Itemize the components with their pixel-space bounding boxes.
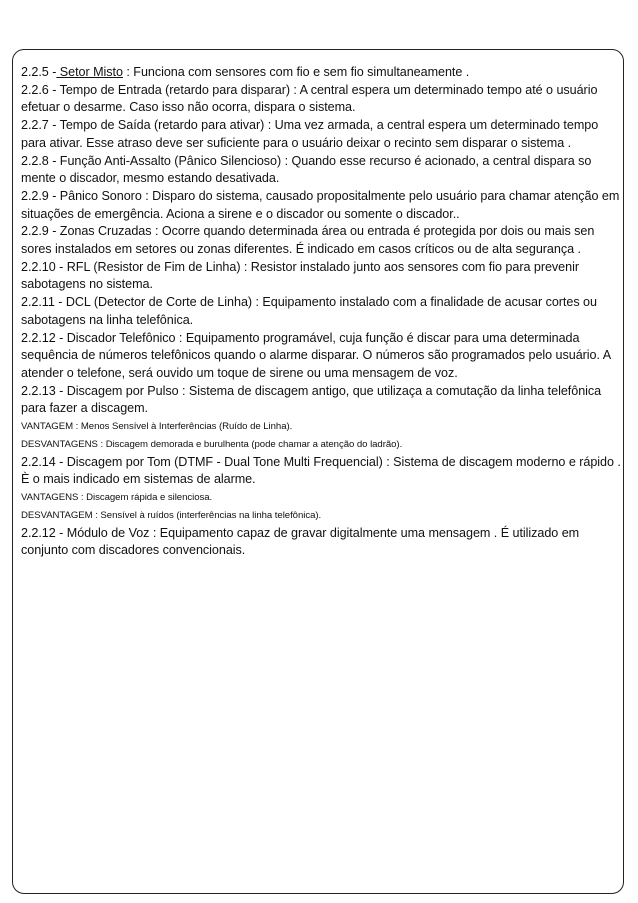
paragraph-discador-telefonico: 2.2.12 - Discador Telefônico : Equipamento programável, cuja função é discar para uma determinada sequência de números telefônicos quando o alarme disparar. O números são programados pelo usuário. A atender o telefone, será ouvido um toque de sirene ou uma mensagem de voz.	[21, 330, 611, 380]
paragraph-tempo-de-saida: 2.2.7 - Tempo de Saída (retardo para ativar) : Uma vez armada, a central espera um determinado tempo para ativar. Esse atraso deve ser suficiente para o usuário deixar o recinto sem disparar o sistema .	[21, 118, 599, 150]
note-tom-vantagens: VANTAGENS : Discagem rápida e silenciosa.	[21, 492, 213, 504]
note-pulso-vantagem: VANTAGEM : Menos Sensível à Interferências (Ruído de Linha).	[21, 421, 293, 433]
note-pulso-desvantagens: DESVANTAGENS : Discagem demorada e burulhenta (pode chamar a atenção do ladrão).	[21, 438, 403, 450]
paragraph-zonas-cruzadas: 2.2.9 - Zonas Cruzadas : Ocorre quando determinada área ou entrada é protegida por dois ou mais sen sores instalados em setores ou zonas diferentes. É indicado em casos críticos ou de alta segurança .	[21, 224, 595, 257]
paragraph-tempo-de-entrada: 2.2.6 - Tempo de Entrada (retardo para disparar) : A central espera um determinado tempo até o usuário efetuar o desarme. Caso isso não ocorra, dispara o sistema.	[21, 82, 598, 115]
definition-text: : Funciona com sensores com fio e sem fio simultaneamente .	[122, 65, 470, 79]
paragraph-dcl: 2.2.11 - DCL (Detector de Corte de Linha) : Equipamento instalado com a finalidade de acusar cortes ou sabotagens na linha telefônica.	[21, 295, 597, 327]
paragraph-rfl: 2.2.10 - RFL (Resistor de Fim de Linha) : Resistor instalado junto aos sensores com fio para prevenir sabotagens no sistema.	[21, 259, 579, 292]
document-body	[21, 64, 623, 560]
paragraph-discagem-por-tom: 2.2.14 - Discagem por Tom (DTMF - Dual Tone Multi Frequencial) : Sistema de discagem moderno e rápido . È o mais indicado em sistemas de alarme.	[21, 454, 621, 487]
paragraph-panico-sonoro: 2.2.9 - Pânico Sonoro : Disparo do sistema, causado propositalmente pelo usuário para chamar atenção em situações de emergência. Aciona a sirene e o discador ou somente o discador..	[21, 188, 620, 221]
paragraph-discagem-por-pulso: 2.2.13 - Discagem por Pulso : Sistema de discagem antigo, que utilizaça a comutação da linha telefônica para fazer a discagem.	[21, 383, 602, 416]
paragraph-modulo-de-voz: 2.2.12 - Módulo de Voz : Equipamento capaz de gravar digitalmente uma mensagem . É utilizado em conjunto com discadores convencionais.	[21, 525, 580, 558]
term-setor-misto: Setor Misto	[56, 65, 123, 79]
paragraph-funcao-anti-assalto: 2.2.8 - Função Anti-Assalto (Pânico Silencioso) : Quando esse recurso é acionado, a central dispara so mente o discador, mesmo estando desativada.	[21, 153, 592, 186]
section-number: 2.2.5 -	[21, 65, 57, 79]
note-tom-desvantagem: DESVANTAGEM : Sensível à ruídos (interferências na linha telefônica).	[21, 509, 322, 521]
paragraph-setor-misto	[21, 64, 623, 82]
